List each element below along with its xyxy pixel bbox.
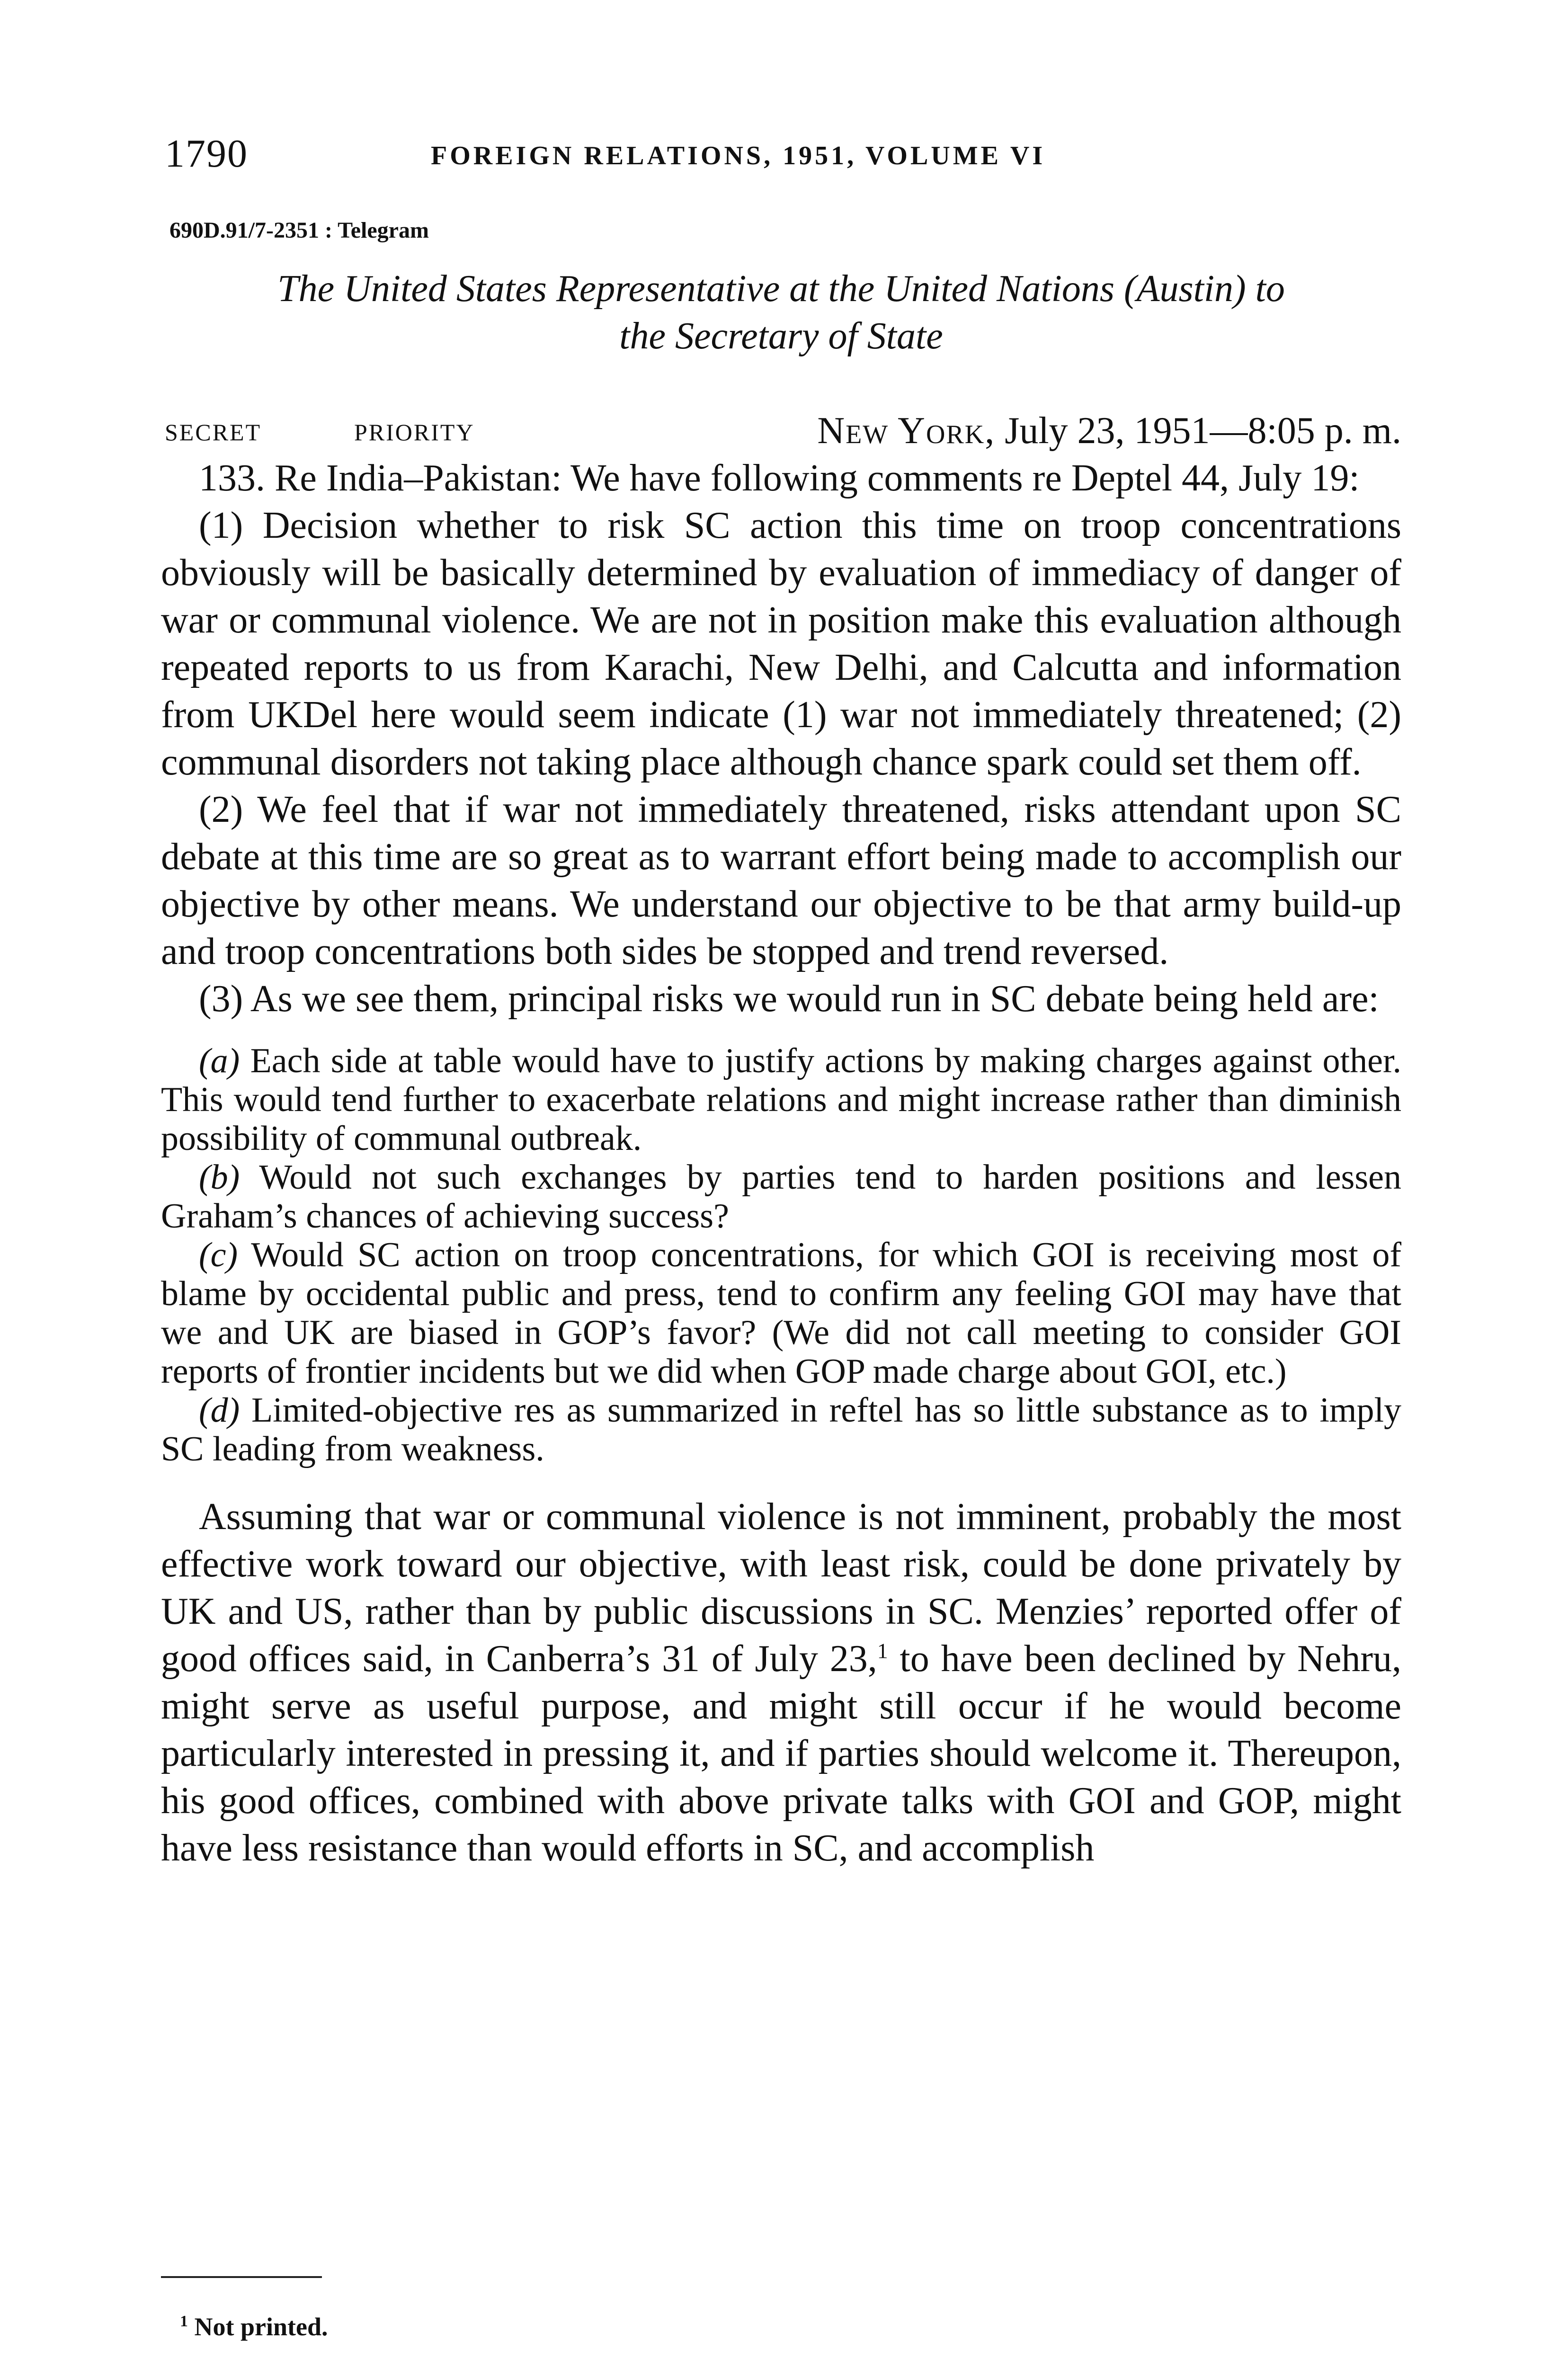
subitem-a <box>161 1041 1401 1158</box>
footnote-text: Not printed. <box>194 2313 328 2341</box>
dateline <box>165 407 1401 454</box>
paragraph-4 <box>161 1493 1401 1872</box>
paragraph-4-part-2: to have been declined by Nehru, might serve as useful purpose, and might still occur if he would become particularly interested in pressing it, and if parties should welcome it. Thereupon, his good offices, combined with above private talks with GOI and GOP, might have less resistance than would efforts in SC, and accomplish <box>161 1638 1402 1869</box>
footnote-marker: 1 <box>180 2313 188 2330</box>
paragraph-1: (1) Decision whether to risk SC action this time on troop concentrations obviously will be basically determined by evaluation of immediacy of danger of war or communal violence. We are not in position make this evaluation although repeated reports to us from Karachi, New Delhi, and Calcutta and information from UKDel here would seem indicate (1) war not immediately threatened; (2) communal disorders not taking place although chance spark could set them off. <box>161 505 1401 783</box>
subitem-b-label: (b) <box>199 1158 240 1197</box>
subitem-d-text: Limited-objective res as summarized in reftel has so little substance as to imply SC leading from weakness. <box>161 1391 1402 1468</box>
date: July 23, 1951—8:05 p. m. <box>1005 410 1401 452</box>
heading-line-2: the Secretary of State <box>619 315 943 357</box>
priority-label: PRIORITY <box>354 419 475 445</box>
page <box>161 0 1401 2367</box>
paragraph-2: (2) We feel that if war not immediately threatened, risks attendant upon SC debate at this time are so great as to warrant effort being made to accomplish our objective by other means. We understand our objective to be that army build-up and troop concentrations both sides be stopped and trend reversed. <box>161 789 1401 972</box>
place: New York, <box>817 410 996 452</box>
paragraph-intro: 133. Re India–Pakistan: We have following comments re Deptel 44, July 19: <box>199 457 1360 499</box>
subitem-b-text: Would not such exchanges by parties tend to harden positions and lessen Graham’s chances of achieving success? <box>161 1158 1401 1236</box>
heading-line-1: The United States Representative at the United Nations (Austin) to <box>277 268 1285 310</box>
subitem-c-label: (c) <box>199 1236 238 1274</box>
subitem-a-text: Each side at table would have to justify actions by making charges against other. This would tend further to exacerbate relations and might increase rather than diminish possibility of communal outbreak. <box>161 1041 1402 1158</box>
paragraph-4-part-1: Assuming that war or communal violence is not imminent, probably the most effective work toward our objective, with least risk, could be done privately by UK and US, rather than by public discussions in SC. Menzies’ reported offer of good offices said, in Canberra’s 31 of July 23, <box>161 1496 1401 1680</box>
telegram-body <box>161 454 1401 1872</box>
footnote-reference: 1 <box>877 1638 888 1663</box>
footnote <box>180 2303 328 2346</box>
risk-subitems <box>161 1041 1401 1468</box>
classification-label: SECRET <box>165 419 262 445</box>
page-number: 1790 <box>165 132 248 176</box>
subitem-b <box>161 1158 1401 1236</box>
place-date <box>817 407 1401 454</box>
subitem-d <box>161 1391 1401 1468</box>
running-head <box>161 128 1401 180</box>
document-file-number: 690D.91/7-2351 : Telegram <box>169 218 429 243</box>
subitem-a-label: (a) <box>199 1041 240 1080</box>
footnote-rule <box>161 2276 322 2278</box>
subitem-d-label: (d) <box>199 1391 240 1430</box>
subitem-c <box>161 1236 1401 1391</box>
running-title: FOREIGN RELATIONS, 1951, VOLUME VI <box>431 141 1046 170</box>
subitem-c-text: Would SC action on troop concentrations, for which GOI is receiving most of blame by occidental public and press, tend to confirm any feeling GOI may have that we and UK are biased in GOP’s favor? (We did not call meeting to consider GOI reports of frontier incidents but we did when GOP made charge about GOI, etc.) <box>161 1236 1401 1391</box>
document-heading <box>161 265 1401 360</box>
paragraph-3: (3) As we see them, principal risks we would run in SC debate being held are: <box>199 978 1379 1020</box>
